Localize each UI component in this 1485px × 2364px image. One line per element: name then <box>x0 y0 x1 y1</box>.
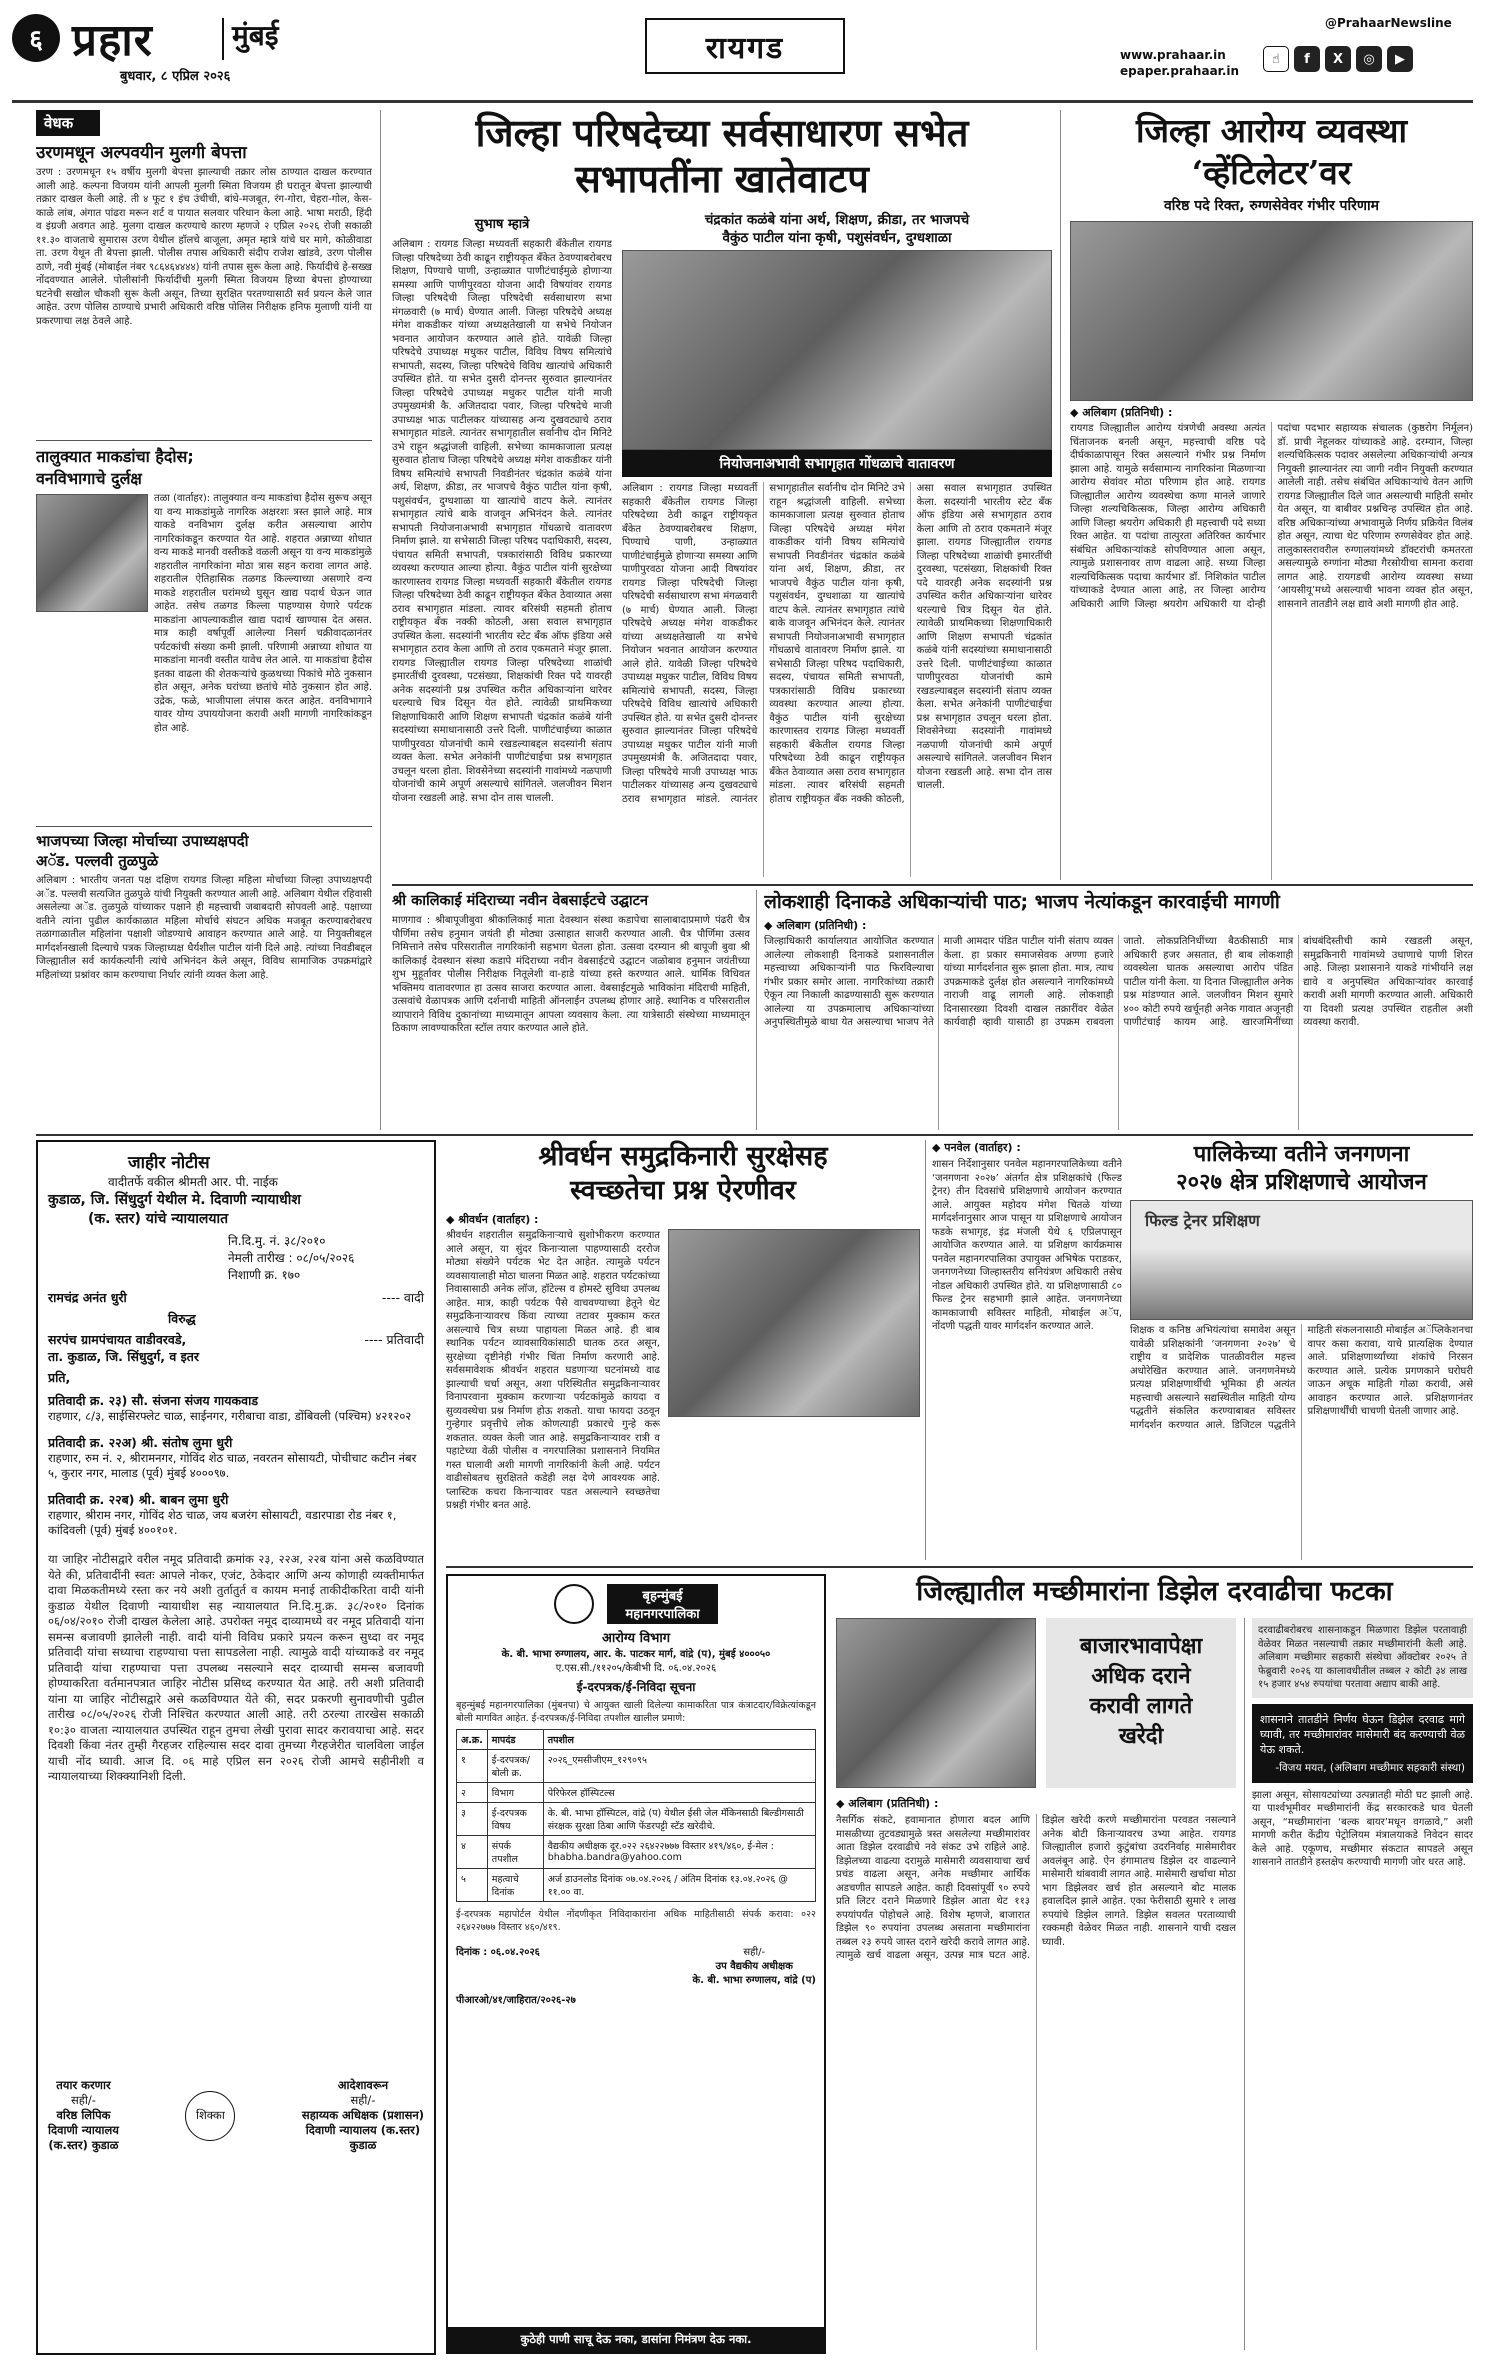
tender-cell: ३ <box>457 1803 488 1836</box>
notice-right-4: दिवाणी न्यायालय (क.स्तर) <box>305 2123 421 2137</box>
diesel-side-1: दरवाढीबरोबरच शासनाकडून मिळणारा डिझेल परतावाही वेळेवर मिळत नसल्याची तक्रार मच्छीमारांनी केली आहे. अलिबाग मच्छीमार सहकारी संस्थेचा ऑक्टोबर २०२५ ते फेब्रुवारी २०२६ या कालावधीतील तब्बल २ कोटी ३४ लाख १५ हजार ४५४ रुपयांचा परतावा अद्याप बाकी आहे. <box>1252 1618 1473 1698</box>
notice-right-3: सहाय्यक अधिक्षक (प्रशासन) <box>301 2108 424 2122</box>
tender-org-2: महानगरपालिका <box>625 1607 700 1622</box>
arogya-byline: ◆ अलिबाग (प्रतिनिधी) : <box>1070 406 1173 419</box>
training-photo <box>1130 1200 1473 1320</box>
notice-plaintiff-role: ---- वादी <box>381 1290 424 1305</box>
shrivardhan-headline-2: स्वच्छतेचा प्रश्न ऐरणीवर <box>570 1175 796 1206</box>
lokshahi-body: जिल्हाधिकारी कार्यालयात आयोजित करण्यात आलेल्या लोकशाही दिनाकडे प्रशासनातील महत्त्वाच्या अधिकाऱ्यांनी पाठ फिरविल्याचा गंभीर प्रकार समोर आला. नागरिकांच्या तक्रारी ऐकून त्या निकाली काढण्यासाठी सुरू करण्यात आलेल्या या उपक्रमालाच अधिकाऱ्यांच्या अनुपस्थितीमुळे बाधा येत असल्याचा भाजप नेते माजी आमदार पंडित पाटील यांनी संताप व्यक्त केला. हा प्रकार समाजसेवक अण्णा हजारे यांच्या मार्गदर्शनात सुरू झाला होता. मात्र, त्याच उपक्रमाकडे दुर्लक्ष होत असल्याने नागरिकांमध्ये नाराजी वाढू लागली आहे. लोकशाही दिनासारख्या दिवशी दाखल तक्रारींवर वेळेत कार्यवाही व्हावी यासाठी हा उपक्रम राबवला जातो. लोकप्रतिनिधींच्या बैठकीसाठी मात्र अधिकारी हजर असतात, ही बाब लोकशाही व्यवस्थेला घातक असल्याचा आरोप पंडित पाटील यांनी केला. या दिनात जिल्ह्यातील अनेक प्रश्न मांडण्यात आले. जलजीवन मिशन सुमारे ४०० कोटी रुपये खर्चूनही अनेक गावात अजूनही पाणीटंचाई कायम आहे. खारजमिनींच्या बांधबंदिस्तीची कामे रखडली असून, समुद्रकिनारी गावांमध्ये उधाणाचे पाणी शिरत आहे. जिल्हा प्रशासनाने याकडे गांभीर्याने लक्ष द्यावे व अनुपस्थित अधिकाऱ्यांवर कारवाई करावी अशी मागणी करण्यात आली. अधिकारी या दिवशी प्रत्यक्ष उपस्थित राहतील अशी व्यवस्था करावी. <box>764 936 1473 1028</box>
arogya-deck: वरिष्ठ पदे रिक्त, रुग्णसेवेवर गंभीर परिणाम <box>1164 198 1379 214</box>
tender-th-no: अ.क्र. <box>457 1730 488 1750</box>
tender-ref: ए.एस.सी./११२०५/केबीभी दि. ०६.०४.२०२६ <box>555 1663 717 1674</box>
notice-advocate: वादीतर्फे वकील श्रीमती आर. पी. नाईक <box>108 1175 278 1189</box>
finger-tap-icon[interactable]: ☝ <box>1263 46 1289 72</box>
arogya-story <box>1070 110 1473 880</box>
lead-body-left: अलिबाग : रायगड जिल्हा मध्यवर्ती सहकारी बँकेतील रायगड जिल्हा परिषदेच्या ठेवी काढून राष्ट्रीयकृत बँकेत ठेवण्याबरोबरच शिक्षण, पिण्याचे पाणी, उन्हाळ्यात पाणीटंचाईमुळे होणाऱ्या समस्या आणि पाणीपुरवठा योजना आदी विषयांवर रायगड जिल्हा परिषदेची जिल्हा परिषदेची सर्वसाधारण सभा मंगळवारी (७ मार्च) घेण्यात आली. जिल्हा परिषदेचे अध्यक्ष मंगेश वाकडीकर यांच्या अध्यक्षतेखाली या सभेचे नियोजन भवनात आयोजन करण्यात आले होते. यावेळी जिल्हा परिषदेचे उपाध्यक्ष मधुकर पाटील, विविध विषय समित्यांचे सभापती, सदस्य, जिल्हा परिषदेचे विविध खात्यांचे अधिकारी उपस्थित होते. या सभेत दुसरी दोनन्तर सुरुवात झाल्यानंतर जिल्हा परिषदेचे उपाध्यक्ष मधुकर पाटील यांनी माजी उपमुख्यमंत्री कै. अजितदादा पवार, जिल्हा परिषदेचे माजी उपाध्यक्ष भाऊ पाटीलकर यांच्यासह अन्य दुखवट्याचे ठराव सभागृहात मांडले. त्यानंतर सभागृहातील सर्वानीच दोन मिनिटे उभे राहून श्रद्धांजली वाहिली. सभेच्या कामकाजाला प्रत्यक्ष सुरुवात होताच जिल्हा परिषदेचे अध्यक्ष मंगेश वाकडीकर यांनी विषय समित्यांचे सभापती निवडीनंतर चंद्रकांत कळंबे यांना अर्थ, शिक्षण, क्रीडा, तर भाजपचे वैकुंठ पाटील यांना कृषी, पशुसंवर्धन, दुग्धशाळा या खात्यांचे वाटप केले. त्यानंतर सभागृहात त्यांचे बाके वाजवून अभिनंदन केले. त्यानंतर सभापती नियोजनाअभावी सभागृहात गोंधळाचे वातावरण निर्माण झाले. या सभेसाठी जिल्हा परिषद पदाधिकारी, सदस्य, पंचायत समिती सभापती, पत्रकारांसाठी विविध प्रकारच्या व्यवस्था करण्यात आल्या होत्या. वैकुंठ पाटील यांनी सुरक्षेच्या कारणास्तव रायगड जिल्हा मध्यवर्ती सहकारी बँकेतील रायगड जिल्हा परिषदेच्या ठेवी काढून राष्ट्रीयकृत बँकेत ठेवाव्यात असा ठराव सभागृहात मांडला. त्यावर बरिसंघी सहमती होताच राष्ट्रीयकृत बँक नक्की कोठली, असा सवाल सभागृहात उपस्थित केला. सदस्यांनी भारतीय स्टेट बँक ऑफ इंडिया असे सभागृहात ठराव केला आणि तो ठराव एकमताने मंजूर झाला. रायगड जिल्ह्यातील रायगड जिल्हा परिषदेच्या शाळांची इमारतींची दुरवस्था, पटसंख्या, शिक्षकांची रिक्त पदे यावरही अनेक सदस्यांनी प्रश्न उपस्थित करीत अधिकाऱ्यांना धारेवर धरल्याचे चित्र दिसून येत होते. त्यावेळी प्राथमिकच्या शिक्षणाधिकारी आणि शिक्षण सभापती चंद्रकांत कळंबे यांनी सदस्यांच्या समाधानासाठी उत्तरे दिली. पाणीटंचाईच्या काळात पाणीपुरवठा योजनांची कामे रखडल्याबद्दल सदस्यांनी संताप व्यक्त केला. सभेत अनेकांनी पाणीटंचाईचा प्रश्न सभागृहात उचलून धरला होता. शिवसेनेच्या सदस्यांनी गावांमध्ये नळपाणी योजनांची कामे अपूर्ण असल्याचे सांगितले. जलजीवन मिशन योजना रखडली आहे. सभा दोन तास चालली. <box>392 239 612 804</box>
tender-cell: ई-दरपत्रक विषय <box>487 1803 543 1836</box>
section-title: रायगड <box>705 30 785 66</box>
notice-p1-addr: राहणार, ८/३, साईसिरफ्लेट चाळ, साईनगर, गरीबाचा वाडा, डोंबिवली (पश्चिम) ४२१२०२ <box>48 1409 412 1423</box>
notice-left-5: (क.स्तर) कुडाळ <box>48 2138 119 2152</box>
table-row <box>457 1836 816 1869</box>
social-icons <box>1258 46 1413 72</box>
diesel-quote: शासनाने तातडीने निर्णय घेऊन डिझेल दरवाढ मागे घ्यावी, तर मच्छीमारांवर मासेमारी बंद करण्याची वेळ येऊ शकते. <box>1260 1712 1465 1756</box>
panvel-byline: ◆ पनवेल (वार्ताहर) : <box>932 1141 1021 1154</box>
diesel-quote-by: -विजय मयत, (अलिबाग मच्छीमार सहकारी संस्था) <box>1275 1761 1465 1774</box>
palika-headline-2: २०२७ क्षेत्र प्रशिक्षणाचे आयोजन <box>1176 1169 1427 1195</box>
tender-sig-1: सही/- <box>743 1947 766 1958</box>
notice-body: या जाहिर नोटीसद्वारे वरील नमूद प्रतिवादी क्रमांक २३, २२अ, २२ब यांना असे कळविण्यात येते की, प्रतिवादींनी स्वतः आपले नोकर, एजंट, ठेकेदार आणि अन्य कोणाही व्यक्तीमार्फत दावा मिळकतीमध्ये रस्ता कर नये अशी तुर्तातुर्त व कायम मनाई ताकीदीकरिता वादी यांनी कुडाळ येथील दिवाणी न्यायाधीश सह न्यायालयात नि.दि.मु.क्र. ३८/२०१० दिनांक ०६/०४/२०१० रोजी दाखल केलेला आहे. उपरोक्त नमूद दाव्यामध्ये वर नमूद प्रतिवादी यांना समन्स बजावणी झालेली नाही. वादी यांनी विविध प्रकारे प्रयत्न करून सुध्दा वर नमूद प्रतिवादी यांचा सध्याचा राहण्याचा पत्ता सापडलेला नाही. त्यामुळे वादी यांच्याकडे वर नमूद प्रतिवादी यांचा राहण्याचा पत्ता उपलब्ध नसल्याने सदर दाव्याची समन्स बजावणी होण्याकरिता वर्तमानपत्रात जाहिर नोटीस प्रसिध्द करण्यात येत आहे. तरी अशी प्रतिवादी यांना या जाहिर नोटीसद्वारे असे कळविण्यात येते की, सदर प्रकरणी सुनावणीची पुढील तारीख ०८/०५/२०२६ रोजी निश्चित करण्यात आली आहे. तरी ठरल्या तारखेस सकाळी १०:३० वाजता न्यायालयात उपस्थित राहून तुमचा लेखी पुरावा सादर करावयाचा आहे. सदर दिवशी किंवा नंतर तुम्ही गैरहजर राहिल्यास सदर दावा तुमच्या गैरहजेरीत चालविला जाईल याची नोंद घ्यावी. आज दि. ०६ माहे एप्रिल सन २०२६ रोजी आमचे सहीनीशी व न्यायालयाच्या शिक्क्यानिशी दिली. <box>48 1552 424 1783</box>
vedhak-story1-title: उरणमधून अल्पवयीन मुलगी बेपत्ता <box>36 143 247 163</box>
tender-cell: के. बी. भाभा हॉस्पिटल, वांद्रे (प) येथील ईसी जेल मॅकिनसाठी बिल्डीगसाठी संरक्षक सुरक्षा ठिबा आणि फेंडरपट्टी स्टॅड खरेदीचे. <box>543 1803 815 1836</box>
page-number: ६ <box>29 25 43 55</box>
sabha-photo <box>622 250 1052 450</box>
tender-cell: ई-दरपत्रक/बोली क्र. <box>487 1750 543 1783</box>
kalika-story <box>392 890 750 1130</box>
notice-defendant: सरपंच ग्रामपंचायत वाडीवरवडे, <box>48 1332 187 1347</box>
tender-cell: अर्ज डाउनलोड दिनांक ०७.०४.२०२६ / अंतिम दिनांक १३.०४.२०२६ @ ११.०० वा. <box>543 1869 815 1902</box>
tender-kind: ई-दरपत्रक/ई-निविदा सूचना <box>576 1680 696 1694</box>
notice-prati: प्रति, <box>48 1370 71 1385</box>
diesel-pump-photo <box>836 1618 1036 1788</box>
training-photo-text: फिल्ड ट्रेनर प्रशिक्षण <box>1145 1211 1260 1230</box>
table-row <box>457 1783 816 1803</box>
vedhak-label: वेधक <box>36 110 100 136</box>
tender-cell: ५ <box>457 1869 488 1902</box>
notice-case-3: निशाणी क्र. १७० <box>228 1268 301 1282</box>
notice-case-2: नेमली तारीख : ०८/०५/२०२६ <box>228 1251 355 1265</box>
diesel-side-box <box>1252 1618 1473 2350</box>
diesel-box-4: खरेदी <box>1118 1724 1164 1749</box>
lead-body-right: अलिबाग : रायगड जिल्हा मध्यवर्ती सहकारी बँकेतील रायगड जिल्हा परिषदेच्या ठेवी काढून राष्ट्रीयकृत बँकेत ठेवण्याबरोबरच शिक्षण, पिण्याचे पाणी, उन्हाळ्यात पाणीटंचाईमुळे होणाऱ्या समस्या आणि पाणीपुरवठा योजना आदी विषयांवर रायगड जिल्हा परिषदेची जिल्हा परिषदेची सर्वसाधारण सभा मंगळवारी (७ मार्च) घेण्यात आली. जिल्हा परिषदेचे अध्यक्ष मंगेश वाकडीकर यांच्या अध्यक्षतेखाली या सभेचे नियोजन भवनात आयोजन करण्यात आले होते. यावेळी जिल्हा परिषदेचे उपाध्यक्ष मधुकर पाटील, विविध विषय समित्यांचे सभापती, सदस्य, जिल्हा परिषदेचे विविध खात्यांचे अधिकारी उपस्थित होते. या सभेत दुसरी दोनन्तर सुरुवात झाल्यानंतर जिल्हा परिषदेचे उपाध्यक्ष मधुकर पाटील यांनी माजी उपमुख्यमंत्री कै. अजितदादा पवार, जिल्हा परिषदेचे माजी उपाध्यक्ष भाऊ पाटीलकर यांच्यासह अन्य दुखवट्याचे ठराव सभागृहात मांडले. त्यानंतर सभागृहातील सर्वानीच दोन मिनिटे उभे राहून श्रद्धांजली वाहिली. सभेच्या कामकाजाला प्रत्यक्ष सुरुवात होताच जिल्हा परिषदेचे अध्यक्ष मंगेश वाकडीकर यांनी विषय समित्यांचे सभापती निवडीनंतर चंद्रकांत कळंबे यांना अर्थ, शिक्षण, क्रीडा, तर भाजपचे वैकुंठ पाटील यांना कृषी, पशुसंवर्धन, दुग्धशाळा या खात्यांचे वाटप केले. त्यानंतर सभागृहात त्यांचे बाके वाजवून अभिनंदन केले. त्यानंतर सभापती नियोजनाअभावी सभागृहात गोंधळाचे वातावरण निर्माण झाले. या सभेसाठी जिल्हा परिषद पदाधिकारी, सदस्य, पंचायत समिती सभापती, पत्रकारांसाठी विविध प्रकारच्या व्यवस्था करण्यात आल्या होत्या. वैकुंठ पाटील यांनी सुरक्षेच्या कारणास्तव रायगड जिल्हा मध्यवर्ती सहकारी बँकेतील रायगड जिल्हा परिषदेच्या ठेवी काढून राष्ट्रीयकृत बँकेत ठेवाव्यात असा ठराव सभागृहात मांडला. त्यावर बरिसंघी सहमती होताच राष्ट्रीयकृत बँक नक्की कोठली, असा सवाल सभागृहात उपस्थित केला. सदस्यांनी भारतीय स्टेट बँक ऑफ इंडिया असे सभागृहात ठराव केला आणि तो ठराव एकमताने मंजूर झाला. रायगड जिल्ह्यातील रायगड जिल्हा परिषदेच्या शाळांची इमारतींची दुरवस्था, पटसंख्या, शिक्षकांची रिक्त पदे यावरही अनेक सदस्यांनी प्रश्न उपस्थित करीत अधिकाऱ्यांना धारेवर धरल्याचे चित्र दिसून येत होते. त्यावेळी प्राथमिकच्या शिक्षणाधिकारी आणि शिक्षण सभापती चंद्रकांत कळंबे यांनी सदस्यांच्या समाधानासाठी उत्तरे दिली. पाणीटंचाईच्या काळात पाणीपुरवठा योजनांची कामे रखडल्याबद्दल सदस्यांनी संताप व्यक्त केला. सभेत अनेकांनी पाणीटंचाईचा प्रश्न सभागृहात उचलून धरला होता. शिवसेनेच्या सदस्यांनी गावांमध्ये नळपाणी योजनांची कामे अपूर्ण असल्याचे सांगितले. जलजीवन मिशन योजना रखडली आहे. सभा दोन तास चालली. <box>622 483 1052 805</box>
edition-date: बुधवार, ८ एप्रिल २०२६ <box>120 69 231 84</box>
shrivardhan-story <box>446 1140 920 1560</box>
notice-defendant-2: ता. कुडाळ, जि. सिंधुदुर्ग, व इतर <box>48 1349 200 1364</box>
lead-headline-2: सभापतींना खातेवाटप <box>575 156 869 201</box>
diesel-body: नैसर्गिक संकटे, हवामानात होणारा बदल आणि मासळीच्या तुटवड्यामुळे त्रस्त असलेल्या मच्छीमारांवर आता डिझेल दरवाढीचे नवे संकट उभे राहिले आहे. डिझेलच्या वाढत्या दरामुळे मासेमारी व्यवसायाचा खर्च प्रचंड वाढला असून, अनेक मच्छीमार आर्थिक अडचणीत सापडले आहेत. काही दिवसांपूर्वी ९० रुपये प्रति लिटर दराने मिळणारे डिझेल आता थेट ११३ रुपयांपर्यंत पोहोचले आहे. विशेष म्हणजे, बाजारात डिझेल ९० रुपयांना उपलब्ध असताना मच्छीमारांना तब्बल २३ रुपये जास्त दराने खरेदी करावे लागत आहे. त्यामुळे खर्च वाढला असून, उत्पन्न मात्र घटत आहे. डिझेल खरेदी करणे मच्छीमारांना परवडत नसल्याने अनेक बोटी किनाऱ्यावरच उभ्या आहेत. रायगड जिल्ह्यातील हजारो कुटुंबांचा उदरनिर्वाह मासेमारीवर अवलंबून आहे. ऐन हंगामातच डिझेल दर वाढल्याने मासेमारी थांबवावी लागत आहे. मासेमारी खर्चाचा मोठा भाग डिझेलवर खर्च होत असल्याने बोट मालक हवालदिल झाले आहेत. एका फेरीसाठी सुमारे १ लाख रुपयांचे डिझेल लागते. डिझेल सवलत परताव्याची रक्कमही वेळेवर मिळत नाही. शासनाने याची दखल घ्यावी. <box>836 1815 1236 1961</box>
shrivardhan-body: श्रीवर्धन शहरातील समुद्रकिनाऱ्याचे सुशोभीकरण करण्यात आले असून, या सुंदर किनाऱ्याला पाहण्यासाठी दररोज मोठ्या संख्येने पर्यटक भेट देत आहेत. त्यामुळे पर्यटन व्यवसायालाही मोठा चालना मिळत आहे. शहरात पर्यटकांच्या निवासासाठी अनेक लॉज, हॉटेल्स व होमस्टे सुविधा उपलब्ध आहेत. मात्र, काही पर्यटक पैसे वाचवण्याच्या हेतूने थेट समुद्रकिनाऱ्यावरच किंवा त्याच्या तटावर मुक्काम करत असल्याचे चित्र सध्या पाहायला मिळत आहे. ही बाब स्थानिक पर्यटन व्यावसायिकांसाठी घातक ठरत असून, सुरक्षेच्या दृष्टीनेही गंभीर चिंता निर्माण करणारी आहे. सर्वसमावेशक श्रीवर्धन शहरात घडणाऱ्या घटनांमध्ये वाढ झाल्याची चर्चा असून, अशा परिस्थितीत समुद्रकिनाऱ्यावर विनापरवाना मुक्काम करणाऱ्या पर्यटकांमुळे कायदा व सुव्यवस्थेचा प्रश्न निर्माण होऊ शकतो. याचा फायदा उठवून गुन्हेगार प्रवृत्तीचे लोक कोणत्याही प्रकारचे गुन्हे करू शकतात. व्यक्त केली जात आहे. समुद्रकिनाऱ्यावर रात्री व पहाटेच्या वेळी पोलीस व नगरपालिका प्रशासनाने नियमित गस्त घालावी अशी मागणी नागरिकांनी केली आहे. पर्यटन वाढीसोबतच सुरक्षितते कडेही लक्ष देणे आवश्यक आहे. प्लास्टिक कचरा किनाऱ्यावर पडत असल्याने स्वच्छतेचा प्रश्नही गंभीर बनत आहे. <box>446 1230 660 1511</box>
website-url[interactable]: www.prahaar.in <box>1120 48 1226 62</box>
palika-body: शिक्षक व कनिष्ठ अभियंत्यांचा समावेश असून यावेळी प्रशिक्षकांनी ‘जनगणना २०२७’ चे राष्ट्रीय व प्रादेशिक पातळीवरील महत्त्व अधोरेखित करण्यात आले. जनगणनेमध्ये प्रत्यक्ष प्रशिक्षणार्थीची भूमिका ही अत्यंत महत्त्वाची असल्याने सद्यस्थितील माहिती योग्य पद्धतीने संकलित करण्याबाबत सविस्तर मार्गदर्शन करण्यात आले. डिजिटल पद्धतीने माहिती संकलनासाठी मोबाईल अॅप्लिकेशनचा वापर कसा करावा, याचे प्रात्यक्षिक देण्यात आले. प्रशिक्षणार्थ्यांच्या शंकांचे निरसन करण्यात आले. प्रत्येक प्रगणकाने घरोघरी जाऊन अचूक माहिती गोळा करावी, असे आवाहन करण्यात आले. प्रशिक्षणानंतर प्रशिक्षणार्थींची चाचणी घेतली जाणार आहे. <box>1130 1325 1473 1431</box>
tender-th-param: मापदंड <box>487 1730 543 1750</box>
masthead-rule <box>12 100 1473 103</box>
youtube-icon[interactable]: ▶ <box>1387 46 1413 72</box>
arogya-body: रायगड जिल्ह्यातील आरोग्य यंत्रणेची अवस्था अत्यंत चिंताजनक बनली असून, महत्त्वाची वरिष्ठ पदे दीर्घकाळापासून रिक्त असल्याने गंभीर प्रश्न निर्माण झाला आहे. यामुळे सर्वसामान्य नागरिकांना मिळणाऱ्या आरोग्य सेवांवर मोठा परिणाम होत आहे. रायगड जिल्ह्यातील आरोग्य व्यवस्थेचा कणा मानले जाणारे जिल्हा शल्यचिकित्सक, जिल्हा आरोग्य अधिकारी आणि जिल्हा श्रयरोग अधिकारी ही महत्त्वाची पदे सध्या रिक्त आहेत. या पदांचा तात्पुरता अतिरिक्त कार्यभार संबंधित अधिकाऱ्यांकडे सोपविण्यात आला असून, त्यामुळे प्रशासनावर ताण वाढला आहे. सध्या जिल्हा शल्यचिकित्सक पदाचा कार्यभार डॉ. निशिकांत पाटील यांच्याकडे देण्यात आला आहे, तर जिल्हा आरोग्य अधिकारी आणि जिल्हा श्रयरोग अधिकारी या दोन्ही पदांचा पदभार सहाय्यक संचालक (कुष्ठरोग निर्मूलन) डॉ. प्राची नेहूलकर यांच्याकडे आहे. दरम्यान, जिल्हा शल्यचिकित्सक पदावर असलेल्या अधिकाऱ्यांची अन्यत्र नियुक्ती झाल्यानंतर त्या जागी नवीन नियुक्ती करण्यात आलेली नाही. तसेच संबंधित अधिकाऱ्यांचे वेतन आणि रायगड जिल्ह्यातील दिले जात असल्याची माहिती समोर येत असून, या बाबीवर प्रश्नचिन्ह उपस्थित होत आहे. वरिष्ठ अधिकाऱ्यांच्या अभावामुळे निर्णय प्रक्रियेत विलंब होत असून, त्याचा थेट परिणाम रुग्णसेवेवर होत आहे. तालुकास्तरावरील रुग्णालयांमध्ये डॉक्टरांची कमतरता असल्यामुळे रुग्णांना मोठ्या गैरसोयीचा सामना करावा लागत आहे. रायगडची आरोग्य व्यवस्था सध्या ‘आयसीयू’मध्ये असल्याची भावना व्यक्त होत असून, शासनाने तातडीने लक्ष द्यावे अशी मागणी होत आहे. <box>1070 423 1473 610</box>
tender-code: पीआरओ/४१/जाहिरात/२०२६-२७ <box>456 1995 576 2006</box>
notice-left-3: वरिष्ठ लिपिक <box>56 2108 111 2122</box>
bmc-logo-icon <box>554 1584 594 1624</box>
lokshahi-byline: ◆ अलिबाग (प्रतिनिधी) : <box>764 919 867 932</box>
tender-table <box>456 1729 816 1902</box>
diesel-story <box>836 1574 1473 2354</box>
tender-sig-3: के. बी. भाभा रुग्णालय, वांद्रे (प) <box>692 1975 816 1986</box>
mid-rule-1 <box>392 884 1473 886</box>
diesel-side-2: झाला असून, सोसायट्यांच्या उत्पन्नातही मोठी घट झाली आहे. या पार्श्वभूमीवर मच्छीमारांनी केंद्र सरकारकडे धाव घेतली असून, “मच्छीमारांना ‘बल्क बायर’मधून वगळावे,” अशी मागणी करीत केंद्रीय पेट्रोलियम मंत्रालयाकडे निवेदन सादर केले आहे. एकूणच, मच्छीमार संकटात सापडले असून शासनाने तातडीने हस्तक्षेप करण्याची मागणी जोर धरत आहे. <box>1252 1789 1473 1868</box>
kalika-body: माणगाव : श्रीबापूजीबुवा श्रीकालिकाई माता देवस्थान संस्था कडापेचा सालाबादाप्रमाणे पंढरी चैत्र पौर्णिमा तसेच हनुमान जयंती ही मोठ्या उत्साहात साजरी करण्यात आली. चैत्र पौर्णिमा उत्सव निमित्ताने तसेच परिसरातील नागरिकांनी सहभाग घेतला होता. उत्सवा दरम्यान श्री बापूजी बुवा श्री कालिकाई देवस्थान संस्था कडापे मंदिराच्या नवीन वेबसाईटचे उद्घाटन जळोबाव हनुमान जयंतीच्या शुभ मुहूर्तावर पोलीस निरीक्षक नितूलेशी वा-हाडे यांच्या हस्ते करण्यात आले. धार्मिक विधिवत भक्तिमय वातावरणात हा उत्सव साजरा करण्यात आला. वेबसाईटमुळे भाविकांना मंदिराची माहिती, उत्सवांचे वेळापत्रक आणि दर्शनाची माहिती ऑनलाईन उपलब्ध होणार आहे. स्थानिक व परिसरातील व्यापाराने विविध दुकानांच्या माध्यमातून आपला व्यवसाय केला. त्या यात्रेसाठी संस्थेच्या माध्यमातून ठिकाण लावण्याकरिता स्टॉल तयार करण्यात आले होते. <box>392 915 750 1034</box>
notice-left-4: दिवाणी न्यायालय <box>48 2123 119 2137</box>
panvel-body: शासन निर्देशानुसार पनवेल महानगरपालिकेच्या वतीने ‘जनगणना २०२७’ अंतर्गत क्षेत्र प्रशिक्षकांचे (फिल्ड ट्रेनर) तीन दिवसांचे प्रशिक्षणाचे आयोजन करण्यात आले. आयुक्त महोदय मंगेश चितळे यांच्या मार्गदर्शनानुसार आज पासून या प्रशिक्षणाचे आयोजन फडके सभागृह, इंद्र मंजली येथे ६ एप्रिलपासून आयोजित करण्यात आले. या प्रशिक्षण कार्यक्रमास पनवेल महानगरपालिका उपायुक्त अभिषेक पराडकर, जनगणनेच्या जिल्हास्तरीय सनियंत्रण अधिकारी तसेच नोडल अधिकारी उपस्थित होते. या प्रशिक्षणासाठी ८० फिल्ड ट्रेनर सहभागी झाले आहेत. जनगणनेच्या कामकाजाची सविस्तर माहिती, मोबाईल अॅप, नोंदणी पद्धती यावर मार्गदर्शन करण्यात आले. <box>932 1159 1122 1332</box>
paper-logo: प्रहार <box>72 15 153 66</box>
tender-cell: संपर्क तपशील <box>487 1836 543 1869</box>
arogya-headline-1: जिल्हा आरोग्य व्यवस्था <box>1135 111 1408 150</box>
tender-sig-2: उप वैद्यकीय अधीक्षक <box>715 1961 793 1972</box>
lokshahi-title: लोकशाही दिनाकडे अधिकाऱ्यांची पाठ; भाजप नेत्यांकडून कारवाईची मागणी <box>764 891 1280 913</box>
vedhak-column <box>36 110 372 1130</box>
arogya-divider <box>1060 110 1061 880</box>
notice-p3-name: प्रतिवादी क्र. २२ब) श्री. बाबन लुमा धुरी <box>48 1492 229 1507</box>
vedhak-story3-body: अलिबाग : भारतीय जनता पक्ष दक्षिण रायगड जिल्हा महिला मोर्चाच्या जिल्हा उपाध्यक्षपदी अॅड. पल्लवी सत्यजित तुळपुळे यांची नियुक्ती करण्यात आली आहे. अलिबाग येथील रहिवासी असलेल्या अॅड. तुळपुळे यांच्याकर पक्षाने ही महत्त्वाची जबाबदारी सोपवली आहे. पक्षाच्या वतीने त्यांना पुढील कार्यकाळात महिला मोर्चाचे संघटन अधिक मजबूत करण्याबरोबरच तळागाळातील महिलांना पक्षाशी जोडण्याचे आवाहन करण्यात आले आहे. या नियुक्तीबद्दल मार्गदर्शनखाली दिल्याचे पत्रक जिल्हाध्यक्ष धैर्यशील पाटील यांनी दिले आहे. त्यांच्या निवडीबद्दल जिल्ह्यातील सर्व कार्यकर्त्यांनी त्यांचे अभिनंदन केले असून, विविध सामाजिक उपक्रमांद्वारे महिलांच्या प्रश्नांवर काम करण्याचा निर्धार त्यांनी व्यक्त केला आहे. <box>36 875 372 981</box>
notice-seal-text: शिक्का <box>195 2108 225 2122</box>
left-column-rule <box>380 110 381 1130</box>
diesel-headline: जिल्ह्यातील मच्छीमारांना डिझेल दरवाढीचा फटका <box>916 1576 1393 1607</box>
lead-deck-1: चंद्रकांत कळंबे यांना अर्थ, शिक्षण, क्रीडा, तर भाजपचे <box>704 212 970 228</box>
palika-story <box>1130 1140 1473 1560</box>
shrivardhan-divider <box>925 1140 926 1560</box>
notice-versus: विरुद्ध <box>168 1311 196 1326</box>
notice-left-1: तयार करणार <box>56 2078 111 2092</box>
tender-cell: ४ <box>457 1836 488 1869</box>
vedhak-story1-body: उरण : उरणमधून १५ वर्षीय मुलगी बेपत्ता झाल्याची तक्रार लोस ठाण्यात दाखल करण्यात आली आहे. कल्पना विजयम यांनी आपली मुलगी स्मिता विजयम ही घरातून बेपत्ता झाल्याची तक्रार दाखल केली आहे. ती ४ फूट १ इंच उंचीची, बांधे-मजबूत, रंग-गोरा, चेहरा-गोल, केस-काळे लांब, अंगात पांढरा मरून शर्ट व पायात सलवार परिधान केला आहे. भाषा मराठी, हिंदी व इंग्रजी अवगत आहे. मुलगा दाखल करण्याचे कारण म्हणजे २ एप्रिल २०२६ रोजी सकाळी ११.३० वाजताचे सुमारास उरण येथील हॉलचे बाजूला, अमृत म्हात्रे यांचे घर मागे, कोळीवाडा ता. उरण येथून ती बेपत्ता झाली. पोलीस तपास अधिकारी संदीप राजेश खांडवे, उरण पोलीस ठाणे, नवी मुंबई (मोबाईल नंबर ९८६४६४४४४) यांनी तपास सुरू केला आहे. फिर्यादीचे हे-सख्ख नोंदवण्यात आलेले. पोलीसांनी फिर्यादींची मुलगी स्मिता विजयम हिच्या बेपत्ता होण्याच्या घटनेची सखोल चौकशी सुरू केली असून, तिच्या सुरक्षित परतण्यासाठी सर्व प्रयत्न केले जात आहेत. उरण पोलिस ठाण्याचे प्रभारी अधिकारी वरिष्ठ पोलिस निरीक्षक हनिफ मुलाणी यांनी या प्रकरणाचा लक्ष ठेवले आहे. <box>36 167 372 327</box>
masthead <box>0 0 1485 108</box>
diesel-box <box>1046 1618 1236 1788</box>
shrivardhan-byline: ◆ श्रीवर्धन (वार्ताहर) : <box>446 1213 539 1226</box>
table-row <box>457 1869 816 1902</box>
tender-address: के. बी. भाभा रुग्णालय, आर. के. पाटकर मार्ग, वांद्रे (प), मुंबई ४०००५० <box>501 1649 771 1660</box>
tender-th-detail: तपशील <box>543 1730 815 1750</box>
arogya-headline-2: ‘व्हेंटिलेटर’वर <box>1191 153 1352 192</box>
tender-org-1: बृहन्मुंबई <box>642 1589 683 1604</box>
tender-cell: वैद्यकीय अधीक्षक दूर.०२२ २६४२२७७७ विस्तार ४१९/४६०, ई-मेल : bhabha.bandra@yahoo.com <box>543 1836 815 1869</box>
lead-story <box>392 110 1052 880</box>
notice-seal <box>185 2091 235 2141</box>
kalika-title: श्री कालिकाई मंदिराच्या नवीन वेबसाईटचे उद्घाटन <box>392 893 649 909</box>
diesel-byline: ◆ अलिबाग (प्रतिनिधी) : <box>836 1797 939 1810</box>
tender-notice <box>446 1574 826 2354</box>
diesel-box-2: अधिक दराने <box>1091 1664 1191 1689</box>
tender-cell: पेरिफेरल हॉस्पिटल्स <box>543 1783 815 1803</box>
mid-rule-3 <box>446 1566 1473 1568</box>
notice-p2-addr: राहणार, रुम नं. २, श्रीरामनगर, गोविंद शेठ चाळ, नवरतन सोसायटी, पोचीचाट कटीन नंबर ५, कुरार नगर, मालाड (पूर्व) मुंबई ४०००९७. <box>48 1451 417 1480</box>
panvel-story <box>932 1140 1122 1560</box>
lead-headline-1: जिल्हा परिषदेच्या सर्वसाधारण सभेत <box>475 110 969 155</box>
tender-intro: बृहन्मुंबई महानगरपालिका (मुंबनपा) चे आयुक्त खाली दिलेल्या कामाकरिता पात्र कंत्राटदार/विक्रेत्यांकडून बोली मागवित आहेत. ई-दरपत्रक/ई-निविदा तपशील खालील प्रमाणे: <box>456 1700 816 1724</box>
palika-headline-1: पालिकेच्या वतीने जनगणना <box>1193 1141 1410 1167</box>
notice-p2-name: प्रतिवादी क्र. २२अ) श्री. संतोष लुमा धुरी <box>48 1435 233 1450</box>
notice-p1-name: प्रतिवादी क्र. २३) सौ. संजना संजय गायकवाड <box>48 1393 259 1408</box>
vedhak-story2-body: तळा (वार्ताहर): तालुक्यात वन्य माकडांचा हैदोस सुरूच असून या वन्य माकडांमुळे नागरिक अक्षरशः त्रस्त झाले आहे. मात्र याकडे वनविभाग दुर्लक्ष करीत असल्याचा आरोप नागरिकांकडून करण्यात येत आहे. शहरात अन्नाच्या शोधात वन्य माकडे मानवी वस्तीकडे वळली असून या वन्य माकडांमुळे शहरातील नागरिकांना मोठा त्रास सहन करावा लागत आहे. शहरातील ऐतिहासिक तळगड किल्ल्याच्या असणारे वन्य माकडे शहरातील घरांमध्ये घुसून खाद्य पदार्थ घेऊन जात आहेत. तसेच तळगड किल्ला पाहण्यास येणारे पर्यटक माकडांना आपल्याकडील खाद्य पदार्थ खाण्यास देत असत. मात्र काही वर्षापूर्वी आलेल्या निसर्ग चक्रीवादळानंतर पर्यटकांची संख्या कमी झाली. परिणामी अन्नाच्या शोधात या माकडांना मानवी वस्तीत यावेच लेत आले. या माकडांचा हैदोस इतका वाढला की शेतकऱ्यांचे कुळथच्या पिकांचे मोठे नुकसान होत असून, अनेक घरांच्या छतांचे मोठे नुकसान होत आहे. उद्रेक, फळे, भाजीपाला लंपास करत आहेत. वनविभागाने यावर योग्य उपाययोजना करावी अशी मागणी नागरिकांकडून होत आहे. <box>154 493 372 734</box>
notice-right-2: सही/- <box>350 2093 376 2107</box>
tender-cell: विभाग <box>487 1783 543 1803</box>
tender-cell: महत्वाचे दिनांक <box>487 1869 543 1902</box>
shrivardhan-headline-1: श्रीवर्धन समुद्रकिनारी सुरक्षेसह <box>538 1141 828 1172</box>
diesel-box-1: बाजारभावापेक्षा <box>1079 1634 1203 1659</box>
notice-plaintiff: रामचंद्र अनंत धुरी <box>48 1290 127 1305</box>
mid-rule-2 <box>36 1134 1473 1136</box>
lokshahi-story <box>764 888 1473 1130</box>
lead-deck-2: वैकुंठ पाटील यांना कृषी, पशुसंवर्धन, दुग्धशाळा <box>722 230 952 246</box>
lead-photo-caption: नियोजनाअभावी सभागृहात गोंधळाचे वातावरण <box>622 450 1052 477</box>
beach-photo <box>668 1229 920 1417</box>
notice-title: जाहीर नोटीस <box>128 1153 210 1173</box>
notice-court-2: (क. स्तर) यांचे न्यायालयात <box>88 1211 229 1227</box>
court-notice <box>36 1140 436 2355</box>
tender-table-header <box>457 1730 816 1750</box>
diesel-box-3: करावी लागते <box>1089 1694 1193 1719</box>
table-row <box>457 1803 816 1836</box>
hospital-photo <box>1070 221 1473 401</box>
tender-cell: १ <box>457 1750 488 1783</box>
instagram-icon[interactable]: ◎ <box>1356 46 1382 72</box>
logo-divider <box>222 18 224 60</box>
notice-case-1: नि.दि.मु. नं. ३८/२०१० <box>228 1234 326 1248</box>
vedhak-story2-title1: तालुक्यात माकडांचा हैदोस; <box>36 447 194 466</box>
tender-dept: आरोग्य विभाग <box>601 1631 671 1646</box>
notice-defendant-role: ---- प्रतिवादी <box>364 1332 424 1347</box>
x-icon[interactable]: X <box>1325 46 1351 72</box>
tender-slogan: कुठेही पाणी साचू देऊ नका, डासांना निमंत्रण देऊ नका. <box>448 2327 824 2352</box>
tender-cell: २ <box>457 1783 488 1803</box>
tender-note: ई-दरपत्रक महापोर्टल येथील नोंदणीकृत निविदाकारांना अधिक माहितीसाठी संपर्क करावा: ०२२ २६४२२७७७ विस्तार ४६०/४१९. <box>456 1909 816 1933</box>
facebook-icon[interactable]: f <box>1294 46 1320 72</box>
epaper-url[interactable]: epaper.prahaar.in <box>1120 64 1240 78</box>
monkey-photo <box>36 494 148 612</box>
tender-date: दिनांक : ०६.०४.२०२६ <box>456 1947 540 1958</box>
page-number-badge <box>12 14 60 62</box>
tender-cell: २०२६_एमसीजीएम_१२९०९५ <box>543 1750 815 1783</box>
kalika-divider <box>756 890 757 1130</box>
social-handle: @PrahaarNewsline <box>1325 16 1452 30</box>
notice-right-1: आदेशावरून <box>337 2078 389 2092</box>
section-box <box>645 18 845 74</box>
notice-right-5: कुडाळ <box>349 2138 377 2152</box>
notice-left-2: सही/- <box>71 2093 96 2107</box>
notice-p3-addr: राहणार, श्रीराम नगर, गोविंद शेठ चाळ, जय बजरंग सोसायटी, वडारपाडा रोड नंबर १, कांदिवली (पूर्व) मुंबई ४००१०१. <box>48 1508 397 1537</box>
diesel-side-divider <box>1244 1618 1245 2350</box>
vedhak-story3-title1: भाजपच्या जिल्हा मोर्चाच्या उपाध्यक्षपदी <box>36 832 249 850</box>
city-name: मुंबई <box>232 19 279 52</box>
vedhak-story2-title2: वनविभागाचे दुर्लक्ष <box>36 469 142 488</box>
lead-byline: सुभाष म्हात्रे <box>474 217 530 232</box>
vedhak-story3-title2: अॅड. पल्लवी तुळपुळे <box>36 852 159 870</box>
table-row <box>457 1750 816 1783</box>
notice-court-1: कुडाळ, जि. सिंधुदुर्ग येथील मे. दिवाणी न्यायाधीश <box>48 1192 301 1208</box>
diesel-quote-box <box>1252 1704 1473 1783</box>
